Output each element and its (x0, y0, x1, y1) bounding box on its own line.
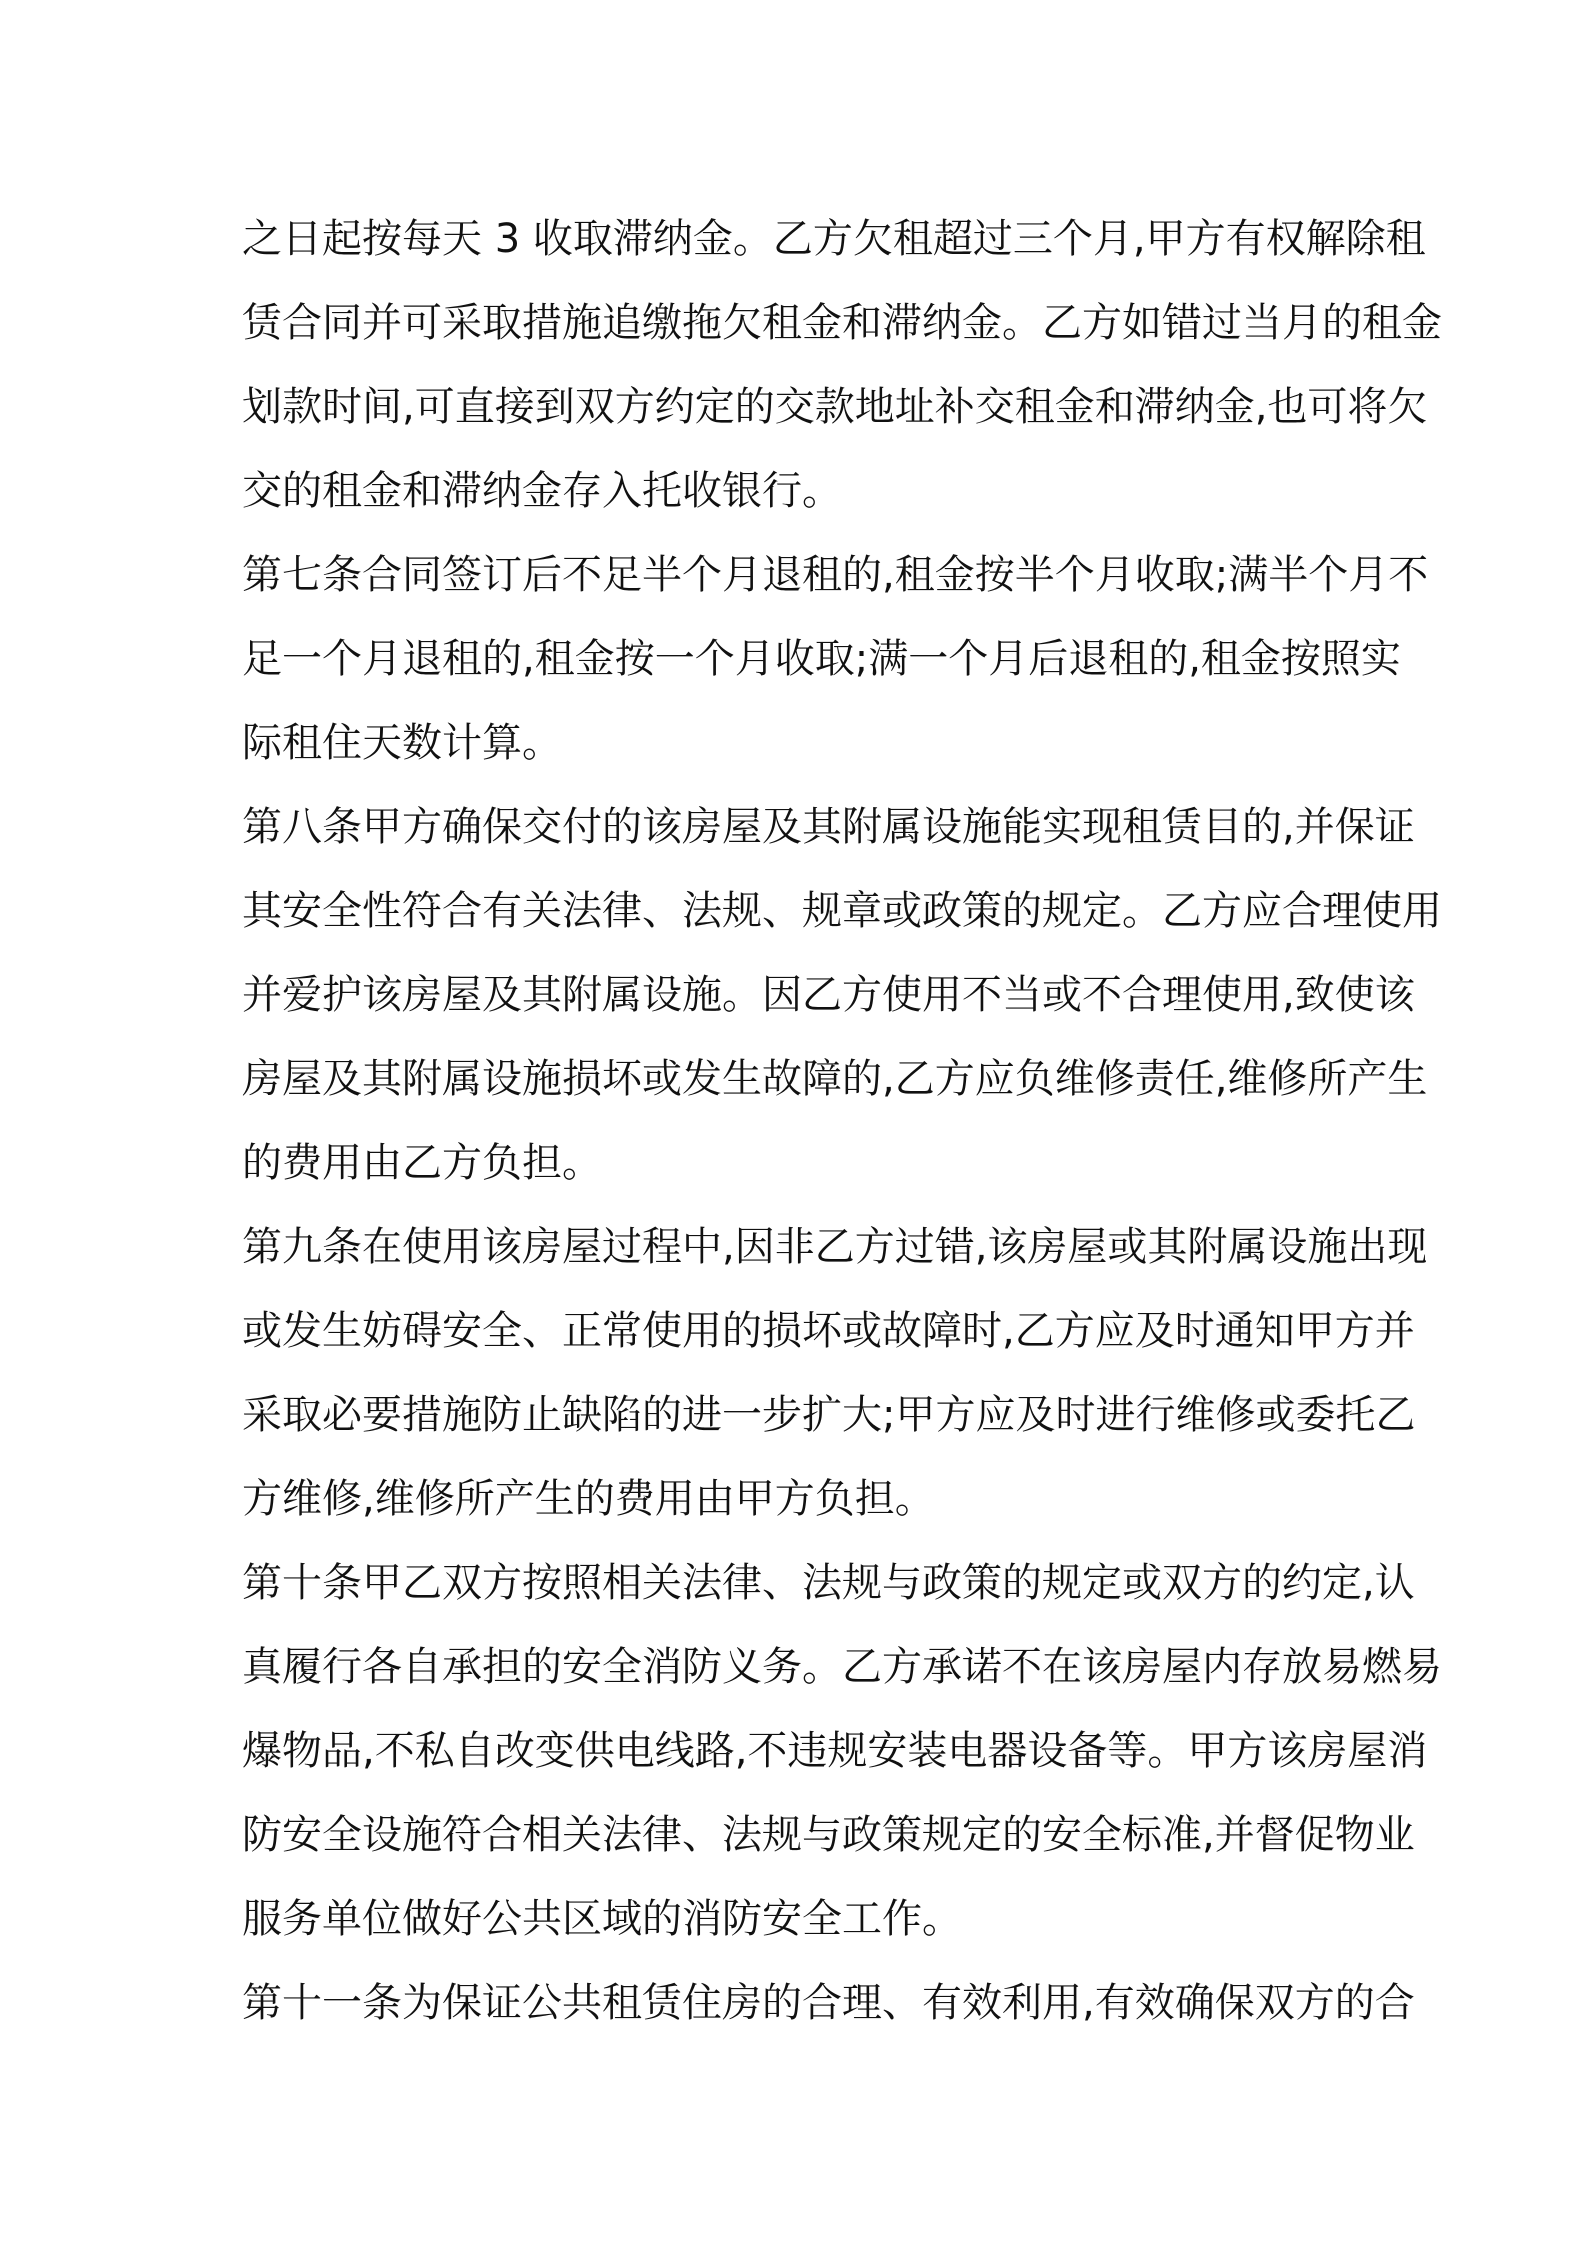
text-line: 赁合同并可采取措施追缴拖欠租金和滞纳金。乙方如错过当月的租金 (242, 300, 1442, 346)
text-line: 服务单位做好公共区域的消防安全工作。 (242, 1896, 962, 1942)
text-line: 或发生妨碍安全、正常使用的损坏或故障时,乙方应及时通知甲方并 (242, 1308, 1415, 1354)
text-line: 足一个月退租的,租金按一个月收取;满一个月后退租的,租金按照实 (242, 636, 1401, 682)
text-line: 交的租金和滞纳金存入托收银行。 (242, 468, 842, 514)
contract-text (242, 197, 1442, 2045)
text-line: 其安全性符合有关法律、法规、规章或政策的规定。乙方应合理使用 (242, 888, 1442, 934)
article-11-heading-line: 第十一条为保证公共租赁住房的合理、有效利用,有效确保双方的合 (242, 1980, 1415, 2026)
text-line: 爆物品,不私自改变供电线路,不违规安装电器设备等。甲方该房屋消 (242, 1728, 1428, 1774)
article-7-heading-line: 第七条合同签订后不足半个月退租的,租金按半个月收取;满半个月不 (242, 552, 1429, 598)
text-line: 房屋及其附属设施损坏或发生故障的,乙方应负维修责任,维修所产生 (242, 1056, 1428, 1102)
text-line: 划款时间,可直接到双方约定的交款地址补交租金和滞纳金,也可将欠 (242, 384, 1428, 430)
text-line: 际租住天数计算。 (242, 720, 562, 766)
text-line: 采取必要措施防止缺陷的进一步扩大;甲方应及时进行维修或委托乙 (242, 1392, 1416, 1438)
text-line: 防安全设施符合相关法律、法规与政策规定的安全标准,并督促物业 (242, 1812, 1415, 1858)
article-9-heading-line: 第九条在使用该房屋过程中,因非乙方过错,该房屋或其附属设施出现 (242, 1224, 1428, 1270)
article-10-heading-line: 第十条甲乙双方按照相关法律、法规与政策的规定或双方的约定,认 (242, 1560, 1415, 1606)
text-line: 方维修,维修所产生的费用由甲方负担。 (242, 1476, 935, 1522)
text-line: 的费用由乙方负担。 (242, 1140, 602, 1186)
text-line: 并爱护该房屋及其附属设施。因乙方使用不当或不合理使用,致使该 (242, 972, 1415, 1018)
article-8-heading-line: 第八条甲方确保交付的该房屋及其附属设施能实现租赁目的,并保证 (242, 804, 1415, 850)
text-line: 之日起按每天 3 收取滞纳金。乙方欠租超过三个月,甲方有权解除租 (242, 216, 1426, 262)
text-line: 真履行各自承担的安全消防义务。乙方承诺不在该房屋内存放易燃易 (242, 1644, 1442, 1690)
